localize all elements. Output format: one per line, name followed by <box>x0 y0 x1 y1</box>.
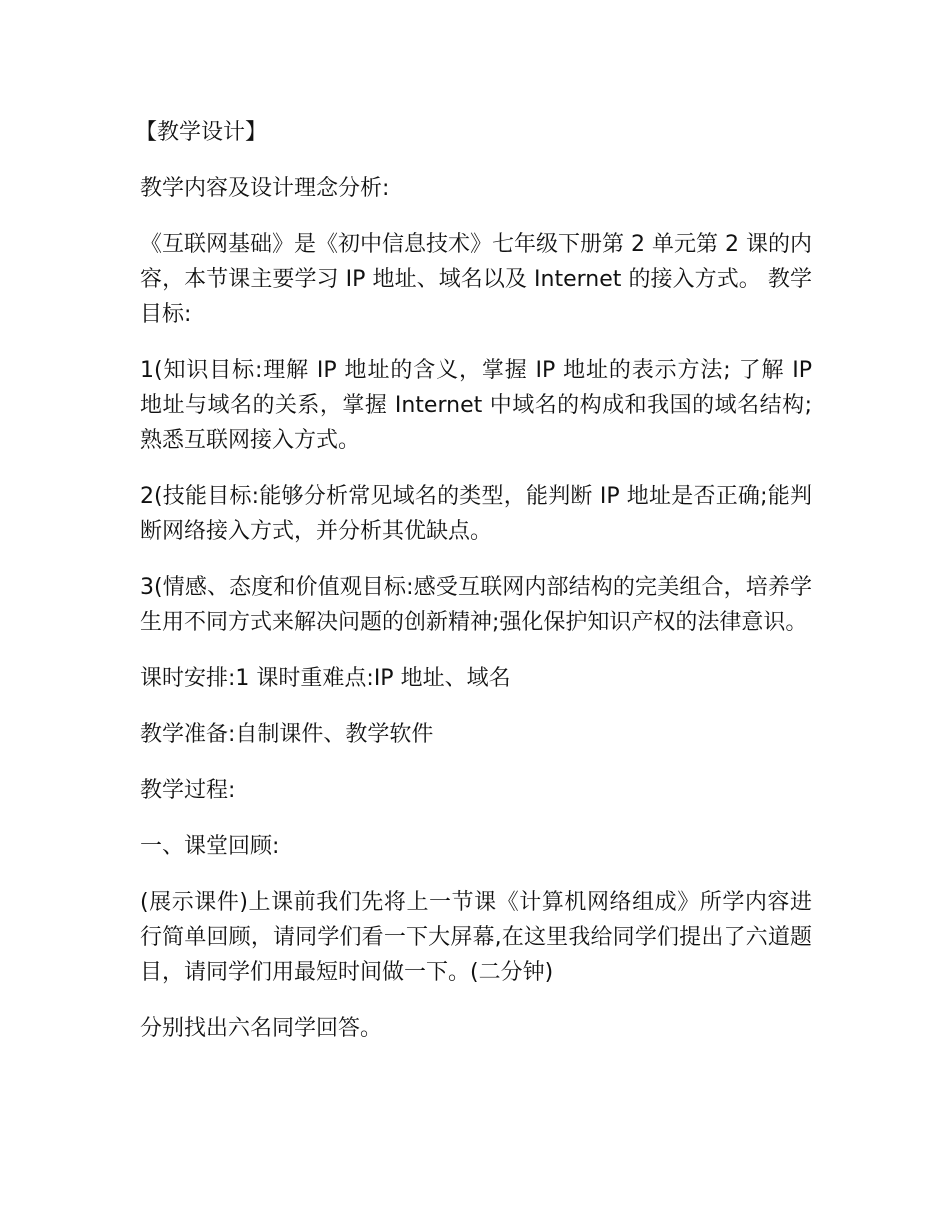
paragraph-schedule: 课时安排:1 课时重难点:IP 地址、域名 <box>140 666 511 691</box>
paragraph-intro: 《互联网基础》是《初中信息技术》七年级下册第 2 单元第 2 课的内容，本节课主要学习 IP 地址、域名以及 Internet 的接入方式。 教学目标: <box>140 232 812 327</box>
paragraph-answer: 分别找出六名同学回答。 <box>140 1016 383 1041</box>
subheading-content-analysis: 教学内容及设计理念分析: <box>140 176 390 201</box>
paragraph-emotion-goal: 3(情感、态度和价值观目标:感受互联网内部结构的完美组合，培养学生用不同方式来解决问题的创新精神;强化保护知识产权的法律意识。 <box>140 575 812 635</box>
paragraph-knowledge-goal: 1(知识目标:理解 IP 地址的含义，掌握 IP 地址的表示方法; 了解 IP 地址与域名的关系，掌握 Internet 中域名的构成和我国的域名结构;熟悉互联网接入方式。 <box>140 358 812 453</box>
paragraph-skill-goal: 2(技能目标:能够分析常见域名的类型，能判断 IP 地址是否正确;能判断网络接入方式，并分析其优缺点。 <box>140 484 812 544</box>
paragraph-process: 教学过程: <box>140 778 236 803</box>
section-heading: 【教学设计】 <box>135 120 268 145</box>
paragraph-preparation: 教学准备:自制课件、教学软件 <box>140 722 434 747</box>
document-body <box>135 115 812 1067</box>
paragraph-review-body: (展示课件)上课前我们先将上一节课《计算机网络组成》所学内容进行简单回顾，请同学们看一下大屏幕,在这里我给同学们提出了六道题目，请同学们用最短时间做一下。(二分钟) <box>140 890 812 985</box>
paragraph-review-heading: 一、课堂回顾: <box>140 834 280 859</box>
